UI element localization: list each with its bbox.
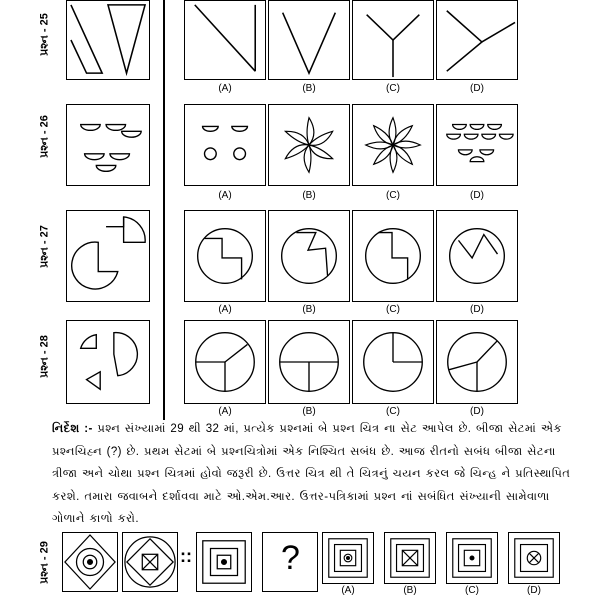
q29-label-d: (D) <box>527 585 541 596</box>
q29-label-c: (C) <box>465 585 479 596</box>
q29-question-mark: ? <box>281 539 300 577</box>
q25-label-c: (C) <box>386 83 400 94</box>
question-label-27: પ્રશ્ન - 27 <box>38 225 51 268</box>
q27-option-b[interactable] <box>268 210 350 302</box>
q29-option-a[interactable] <box>322 532 374 584</box>
q28-label-b: (B) <box>302 406 316 417</box>
question-label-26: પ્રશ્ન - 26 <box>38 115 51 158</box>
question-label-28: પ્રશ્ન - 28 <box>38 335 51 378</box>
q27-option-d[interactable] <box>436 210 518 302</box>
q28-label-c: (C) <box>386 406 400 417</box>
q26-label-b: (B) <box>302 190 316 201</box>
q26-label-a: (A) <box>218 190 232 201</box>
q25-option-c[interactable] <box>352 0 434 80</box>
q29-figure-4 <box>262 532 318 592</box>
q27-label-a: (A) <box>218 304 232 315</box>
q29-figure-3 <box>196 532 252 592</box>
q29-label-b: (B) <box>403 585 417 596</box>
q25-label-d: (D) <box>470 83 484 94</box>
question-label-29: પ્રશ્ન - 29 <box>38 541 51 584</box>
instruction-paragraph <box>52 418 572 531</box>
q26-problem-figure <box>66 104 150 186</box>
q25-problem-figure <box>66 0 150 80</box>
q27-problem-figure <box>66 210 150 302</box>
q26-label-c: (C) <box>386 190 400 201</box>
q28-label-a: (A) <box>218 406 232 417</box>
q26-option-c[interactable] <box>352 104 434 186</box>
q27-option-c[interactable] <box>352 210 434 302</box>
q25-option-d[interactable] <box>436 0 518 80</box>
q27-option-a[interactable] <box>184 210 266 302</box>
q26-option-b[interactable] <box>268 104 350 186</box>
q29-separator: :: <box>180 546 192 566</box>
q29-figure-1 <box>62 532 118 592</box>
q29-label-a: (A) <box>341 585 355 596</box>
q28-option-a[interactable] <box>184 320 266 404</box>
q26-option-a[interactable] <box>184 104 266 186</box>
q28-label-d: (D) <box>470 406 484 417</box>
q28-option-c[interactable] <box>352 320 434 404</box>
q29-figure-2 <box>122 532 178 592</box>
q26-label-d: (D) <box>470 190 484 201</box>
q28-option-d[interactable] <box>436 320 518 404</box>
q25-option-b[interactable] <box>268 0 350 80</box>
question-label-25: પ્રશ્ન - 25 <box>38 13 51 56</box>
q27-label-d: (D) <box>470 304 484 315</box>
q29-option-d[interactable] <box>508 532 560 584</box>
q27-label-c: (C) <box>386 304 400 315</box>
q28-option-b[interactable] <box>268 320 350 404</box>
q28-problem-figure <box>66 320 150 404</box>
q25-label-a: (A) <box>218 83 232 94</box>
q29-option-b[interactable] <box>384 532 436 584</box>
q27-label-b: (B) <box>302 304 316 315</box>
q26-option-d[interactable] <box>436 104 518 186</box>
vertical-divider <box>163 0 165 420</box>
q25-option-a[interactable] <box>184 0 266 80</box>
q25-label-b: (B) <box>302 83 316 94</box>
instruction-text: પ્રશ્ન સંખ્યામાં 29 થી 32 માં, પ્રત્યેક પ્રશ્નમાં બે પ્રશ્ન ચિત્ર ના સેટ આપેલ છે. બીજા સેટમાં એક પ્રશ્નચિહ્ન (?) છે. પ્રથમ સેટમાં બે પ્રશ્નચિત્રોમાં એક નિશ્ચિત સબંધ છે. આજ રીતનો સબંધ બીજા સેટના ત્રીજા અને ચોથા પ્રશ્ન ચિત્રમાં હોવો જરૂરી છે. ઉત્તર ચિત્ર થી તે ચિત્રનું ચયન કરલ જે ચિન્હ ને પ્રતિસ્થાપિત કરશે. તમારા જવાબને દર્શાવવા માટે ઓ.એમ.આર. ઉત્તર-પત્રિકામાં પ્રશ્ન નાં સબંધિત સંખ્યાની સામેવાળા ગોળાને કાળો કરો. <box>52 423 571 525</box>
q29-option-c[interactable] <box>446 532 498 584</box>
instruction-heading: નિર્દેશ :- <box>52 423 93 435</box>
